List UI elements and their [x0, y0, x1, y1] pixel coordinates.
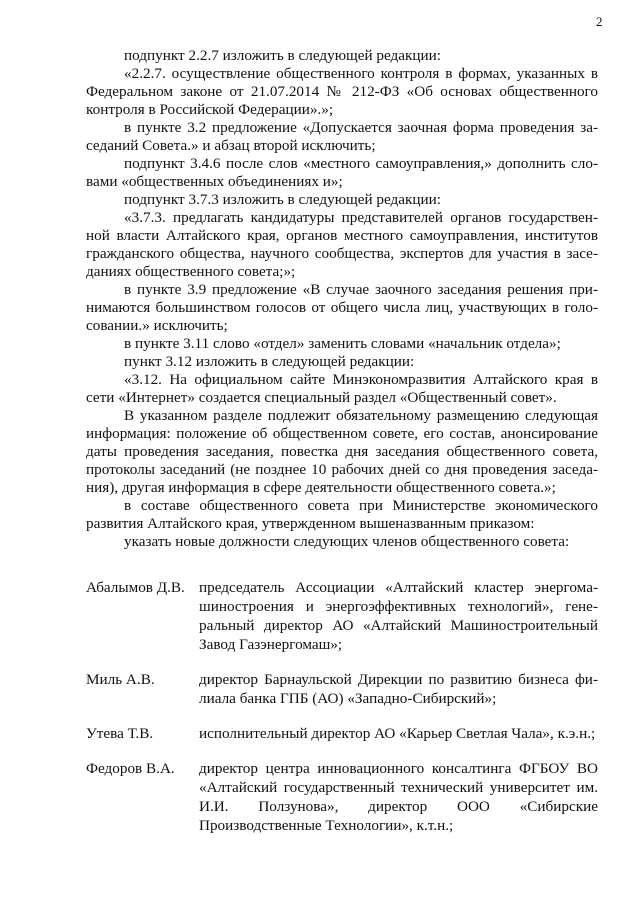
member-name: Федоров В.А. — [86, 760, 175, 777]
member-name: Абалымов Д.В. — [86, 579, 185, 596]
paragraph: подпункт 2.2.7 изложить в следующей редакции: — [124, 47, 441, 64]
paragraph: в пункте 3.9 предложение «В случае заочного заседания решения принимаются большинством голосов от общего числа лиц, участвующих в голосовании.» исключить; — [86, 281, 598, 334]
member-position: председатель Ассоциации «Алтайский кластер энергомашиностроения и энергоэффективных технологий», генеральный директор АО «Алтайский Машиностроительный Завод Газэнергомаш»; — [199, 579, 598, 653]
paragraph: в составе общественного совета при Министерстве экономического развития Алтайского края, утвержденном вышеназванным приказом: — [86, 497, 598, 532]
paragraph: пункт 3.12 изложить в следующей редакции: — [124, 353, 415, 370]
paragraph: «3.12. На официальном сайте Минэкономразвития Алтайского края в сети «Интернет» создается специальный раздел «Общественный совет». — [86, 371, 598, 406]
member-name: Утева Т.В. — [86, 725, 154, 742]
page-number: 2 — [596, 14, 603, 29]
paragraph: подпункт 3.7.3 изложить в следующей редакции: — [124, 191, 441, 208]
document-body — [86, 47, 598, 551]
paragraph: подпункт 3.4.6 после слов «местного самоуправления,» дополнить словами «общественных объединениях и»; — [86, 155, 598, 190]
council-members-list — [86, 578, 598, 851]
member-row — [86, 724, 598, 743]
paragraph: «3.7.3. предлагать кандидатуры представителей органов государственной власти Алтайского края, органов местного самоуправления, институтов гражданского общества, научного сообщества, экспертов для участия в заседаниях общественного совета;»; — [86, 209, 598, 280]
paragraph: указать новые должности следующих членов общественного совета: — [124, 533, 570, 550]
paragraph: в пункте 3.2 предложение «Допускается заочная форма проведения заседаний Совета.» и абзац второй исключить; — [86, 119, 598, 154]
member-row — [86, 670, 598, 708]
paragraph: в пункте 3.11 слово «отдел» заменить словами «начальник отдела»; — [124, 335, 561, 352]
member-row — [86, 578, 598, 654]
paragraph: В указанном разделе подлежит обязательному размещению следующая информация: положение об общественном совете, его состав, анонсирование даты проведения заседания, повестка дня заседания общественного совета, протоколы заседаний (не позднее 10 рабочих дней со дня проведения заседания), другая информация в сфере деятельности общественного совета.»; — [86, 407, 598, 496]
member-position: директор центра инновационного консалтинга ФГБОУ ВО «Алтайский государственный технический университет им. И.И. Ползунова», директор ООО «Сибирские Производственные Технологии», к.т.н.; — [199, 760, 598, 834]
paragraph: «2.2.7. осуществление общественного контроля в формах, указанных в Федеральном законе от 21.07.2014 № 212-ФЗ «Об основах общественного контроля в Российской Федерации».»; — [86, 65, 598, 118]
member-position: исполнительный директор АО «Карьер Светлая Чала», к.э.н.; — [199, 725, 596, 742]
member-position: директор Барнаульской Дирекции по развитию бизнеса филиала банка ГПБ (АО) «Западно-Сибирский»; — [199, 671, 598, 707]
member-name: Миль А.В. — [86, 671, 155, 688]
member-row — [86, 759, 598, 835]
